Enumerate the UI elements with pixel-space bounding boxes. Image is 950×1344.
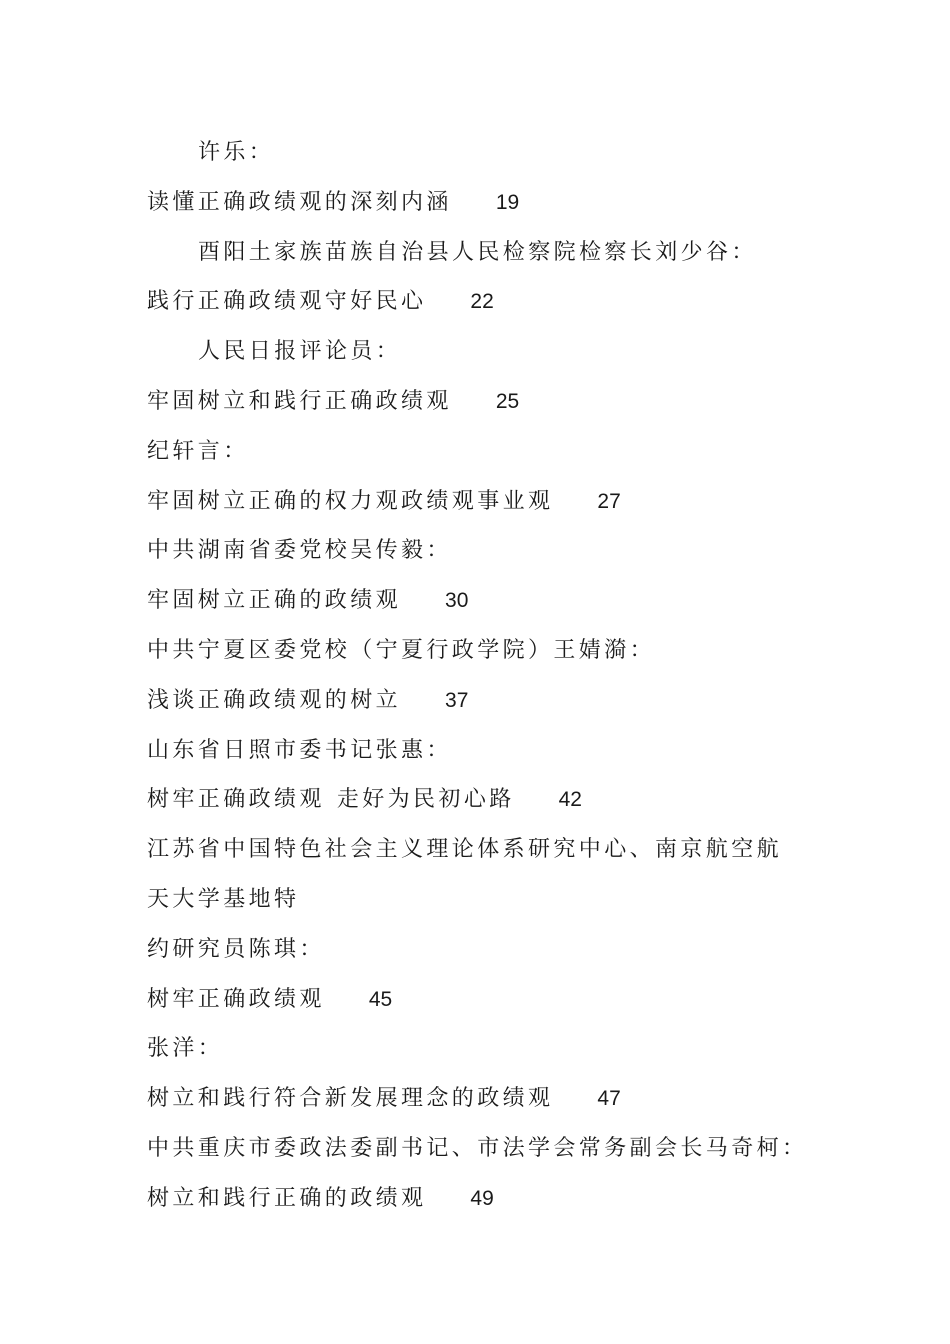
toc-title: 树立和践行正确的政绩观: [147, 1185, 427, 1211]
toc-author: 山东省日照市委书记张惠：: [147, 737, 452, 763]
toc-title-line[interactable]: [147, 382, 827, 432]
toc-title-line[interactable]: [147, 1079, 827, 1129]
toc-author: 纪轩言：: [147, 438, 249, 464]
toc-title: 浅谈正确政绩观的树立: [147, 687, 402, 713]
toc-author-line: [147, 1029, 827, 1079]
toc-page-number: 47: [597, 1087, 621, 1111]
toc-author-line: [147, 1129, 827, 1179]
toc-title: 牢固树立正确的政绩观: [147, 588, 402, 614]
toc-author-line: [147, 930, 827, 980]
toc-title: 树牢正确政绩观: [147, 986, 325, 1012]
toc-author: 酉阳土家族苗族自治县人民检察院检察长刘少谷：: [198, 239, 757, 265]
toc-author-line: [147, 731, 827, 781]
toc-author: 中共湖南省委党校吴传毅：: [147, 538, 452, 564]
toc-title-line[interactable]: [147, 482, 827, 532]
toc-author-line: [147, 830, 827, 880]
toc-author-line: [147, 432, 827, 482]
table-of-contents: [147, 133, 827, 1229]
toc-author-line: [147, 233, 827, 283]
toc-author-line: [147, 531, 827, 581]
toc-author-line: [147, 332, 827, 382]
toc-author: 江苏省中国特色社会主义理论体系研究中心、南京航空航: [147, 837, 783, 863]
toc-title-line[interactable]: [147, 681, 827, 731]
toc-page-number: 37: [445, 688, 469, 712]
toc-page-number: 22: [470, 290, 494, 314]
toc-title-line[interactable]: [147, 1179, 827, 1229]
toc-title-line[interactable]: [147, 282, 827, 332]
toc-title: 牢固树立正确的权力观政绩观事业观: [147, 488, 554, 514]
toc-author-line: [147, 631, 827, 681]
toc-author: 许乐：: [198, 140, 275, 165]
toc-title: 牢固树立和践行正确政绩观: [147, 388, 452, 414]
toc-author: 人民日报评论员：: [198, 339, 402, 365]
toc-author-line: [147, 880, 827, 930]
toc-author: 约研究员陈琪：: [147, 936, 325, 962]
toc-title-line[interactable]: [147, 980, 827, 1030]
toc-title: 读懂正确政绩观的深刻内涵: [147, 189, 452, 215]
toc-title-line[interactable]: [147, 183, 827, 233]
toc-author: 张洋：: [147, 1036, 224, 1062]
toc-page-number: 27: [597, 489, 621, 513]
toc-author: 中共宁夏区委党校（宁夏行政学院）王婧漪：: [147, 637, 656, 663]
toc-title: 践行正确政绩观守好民心: [147, 289, 427, 315]
toc-title-part: 树牢正确政绩观: [147, 787, 325, 813]
toc-page-number: 30: [445, 589, 469, 613]
toc-author-line: [147, 133, 827, 183]
toc-author: 中共重庆市委政法委副书记、市法学会常务副会长马奇柯：: [147, 1135, 808, 1161]
toc-title: 树立和践行符合新发展理念的政绩观: [147, 1086, 554, 1112]
toc-page-number: 49: [470, 1186, 494, 1210]
toc-title-line[interactable]: [147, 581, 827, 631]
toc-page-number: 42: [558, 788, 582, 812]
toc-title-line[interactable]: [147, 780, 827, 830]
toc-page-number: 45: [368, 987, 393, 1011]
toc-page-number: 25: [495, 389, 520, 413]
toc-author: 天大学基地特: [147, 886, 300, 912]
toc-page-number: 19: [495, 190, 520, 214]
toc-title-part: 走好为民初心路: [336, 787, 515, 813]
